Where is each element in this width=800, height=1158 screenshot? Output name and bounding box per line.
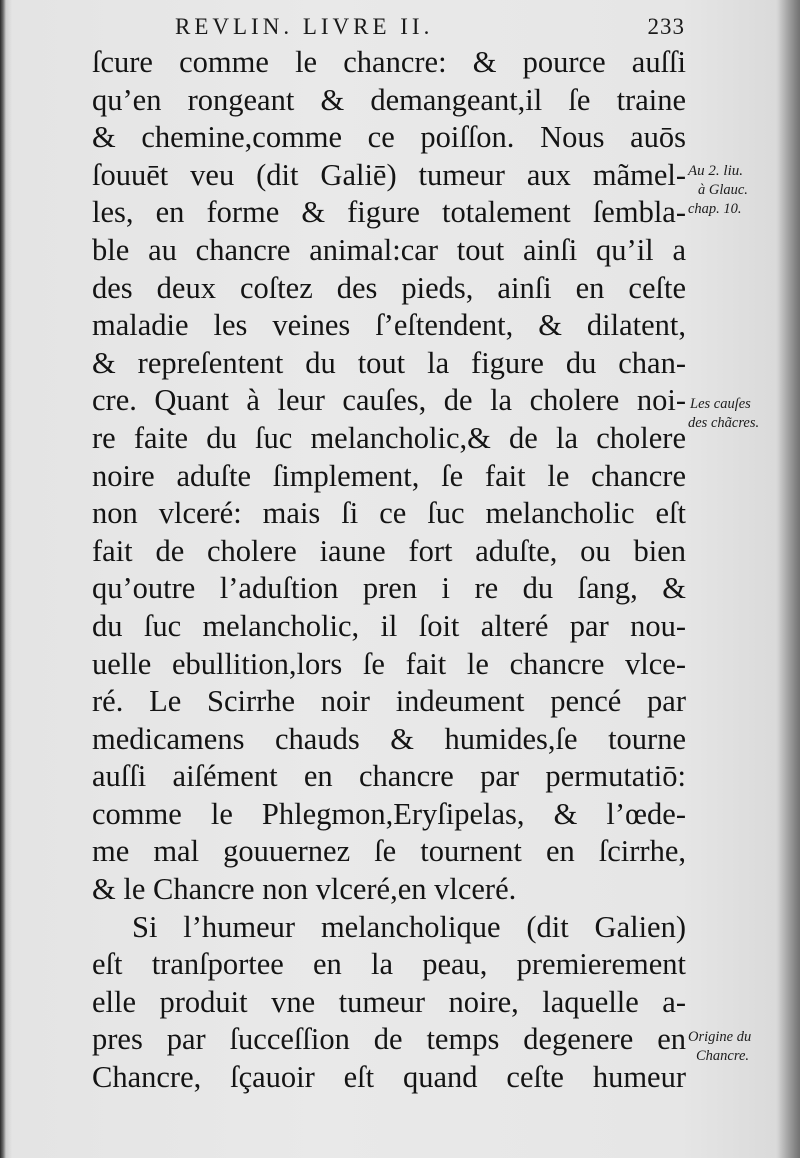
text-line: auſſi aiſément en chancre par permutatiō: bbox=[92, 759, 686, 794]
text-line: me mal gouuernez ſe tournent en ſcirrhe, bbox=[92, 834, 686, 869]
body-text bbox=[92, 44, 686, 1097]
text-line: elle produit vne tumeur noire, laquelle a- bbox=[92, 984, 686, 1019]
text-line: qu’outre l’aduſtion pren i re du ſang, & bbox=[92, 571, 686, 606]
margin-note-line: Les cauſes bbox=[690, 396, 751, 412]
running-head bbox=[175, 14, 685, 42]
text-line: & chemine,comme ce poiſſon. Nous auōs bbox=[92, 120, 686, 155]
margin-note-line: à Glauc. bbox=[698, 182, 748, 198]
margin-note-line: Chancre. bbox=[696, 1048, 750, 1064]
text-line: fait de cholere iaune fort aduſte, ou bien bbox=[92, 533, 686, 568]
text-line: ſouuēt veu (dit Galiē) tumeur aux mãmel- bbox=[92, 157, 686, 192]
text-line: noire aduſte ſimplement, ſe fait le chancre bbox=[92, 458, 686, 493]
text-line: non vlceré: mais ſi ce ſuc melancholic eſt bbox=[92, 496, 686, 531]
text-line: les, en forme & figure totalement ſembla- bbox=[92, 195, 686, 230]
margin-note-causes bbox=[688, 395, 796, 433]
text-line: des deux coſtez des pieds, ainſi en ceſte bbox=[92, 270, 686, 305]
text-line: du ſuc melancholic, il ſoit alteré par nou- bbox=[92, 608, 686, 643]
text-line: re faite du ſuc melancholic,& de la cholere bbox=[92, 420, 686, 455]
text-line-paragraph-start: Si l’humeur melancholique (dit Galien) bbox=[132, 909, 686, 944]
margin-note-line: des chãcres. bbox=[688, 415, 760, 431]
text-line: pres par ſucceſſion de temps degenere en bbox=[92, 1022, 686, 1057]
text-line: ble au chancre animal:car tout ainſi qu’il a bbox=[92, 232, 686, 267]
text-line: qu’en rongeant & demangeant,il ſe traine bbox=[92, 82, 686, 117]
margin-note-galien-reference bbox=[688, 162, 796, 219]
text-line: eſt tranſportee en la peau, premierement bbox=[92, 947, 686, 982]
text-line: Chancre, ſçauoir eſt quand ceſte humeur bbox=[92, 1060, 686, 1095]
text-line: uelle ebullition,lors ſe fait le chancre vlce- bbox=[92, 646, 686, 681]
page-number: 233 bbox=[647, 14, 685, 39]
margin-note-origin bbox=[688, 1028, 796, 1066]
text-line: cre. Quant à leur cauſes, de la cholere noi- bbox=[92, 383, 686, 418]
text-line: comme le Phlegmon,Eryſipelas, & l’œde- bbox=[92, 796, 686, 831]
text-line: medicamens chauds & humides,ſe tourne bbox=[92, 721, 686, 756]
text-line-paragraph-end: & le Chancre non vlceré,en vlceré. bbox=[92, 872, 517, 907]
text-line: maladie les veines ſ’eſtendent, & dilatent, bbox=[92, 308, 686, 343]
text-line: ré. Le Scirrhe noir indeument pencé par bbox=[92, 684, 686, 719]
text-line: ſcure comme le chancre: & pource auſſi bbox=[92, 45, 686, 79]
text-line: & repreſentent du tout la figure du chan- bbox=[92, 345, 686, 380]
margin-note-line: Au 2. liu. bbox=[688, 163, 743, 179]
margin-note-line: Origine du bbox=[688, 1029, 752, 1045]
running-head-title: REVLIN. LIVRE II. bbox=[175, 14, 434, 39]
margin-note-line: chap. 10. bbox=[688, 201, 742, 217]
